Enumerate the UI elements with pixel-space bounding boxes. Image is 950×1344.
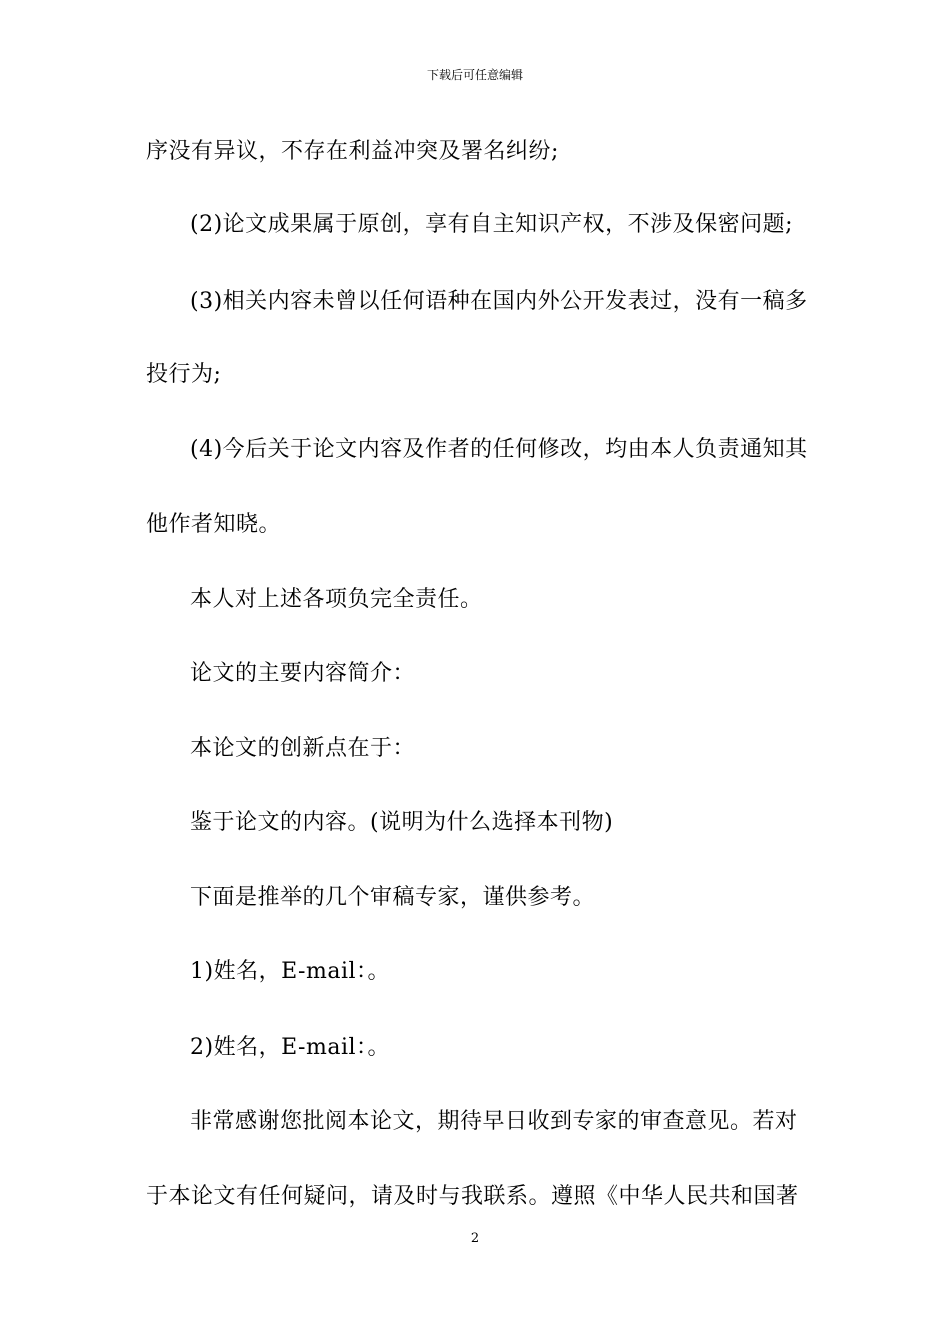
body-line: 非常感谢您批阅本论文，期待早日收到专家的审查意见。若对: [190, 1109, 798, 1134]
body-line: 1)姓名，E-mail：。: [190, 959, 391, 984]
body-line: 2)姓名，E-mail：。: [190, 1035, 391, 1060]
body-line: 鉴于论文的内容。(说明为什么选择本刊物): [190, 810, 614, 835]
body-line: 本论文的创新点在于：: [190, 736, 416, 761]
body-line: (2)论文成果属于原创，享有自主知识产权，不涉及保密问题;: [190, 212, 794, 237]
body-line: (3)相关内容未曾以任何语种在国内外公开发表过，没有一稿多: [190, 289, 808, 314]
page-header: 下载后可任意编辑: [426, 68, 523, 82]
body-line: 他作者知晓。: [146, 512, 282, 537]
body-line: (4)今后关于论文内容及作者的任何修改，均由本人负责通知其: [190, 437, 808, 462]
body-line: 论文的主要内容简介：: [190, 661, 416, 686]
body-line: 于本论文有任何疑问，请及时与我联系。遵照《中华人民共和国著: [146, 1184, 799, 1209]
body-line: 下面是推举的几个审稿专家，谨供参考。: [190, 885, 596, 910]
body-line: 投行为;: [146, 362, 222, 387]
body-line: 序没有异议，不存在利益冲突及署名纠纷;: [146, 139, 559, 164]
page-number: 2: [470, 1231, 480, 1246]
body-line: 本人对上述各项负完全责任。: [190, 587, 483, 612]
